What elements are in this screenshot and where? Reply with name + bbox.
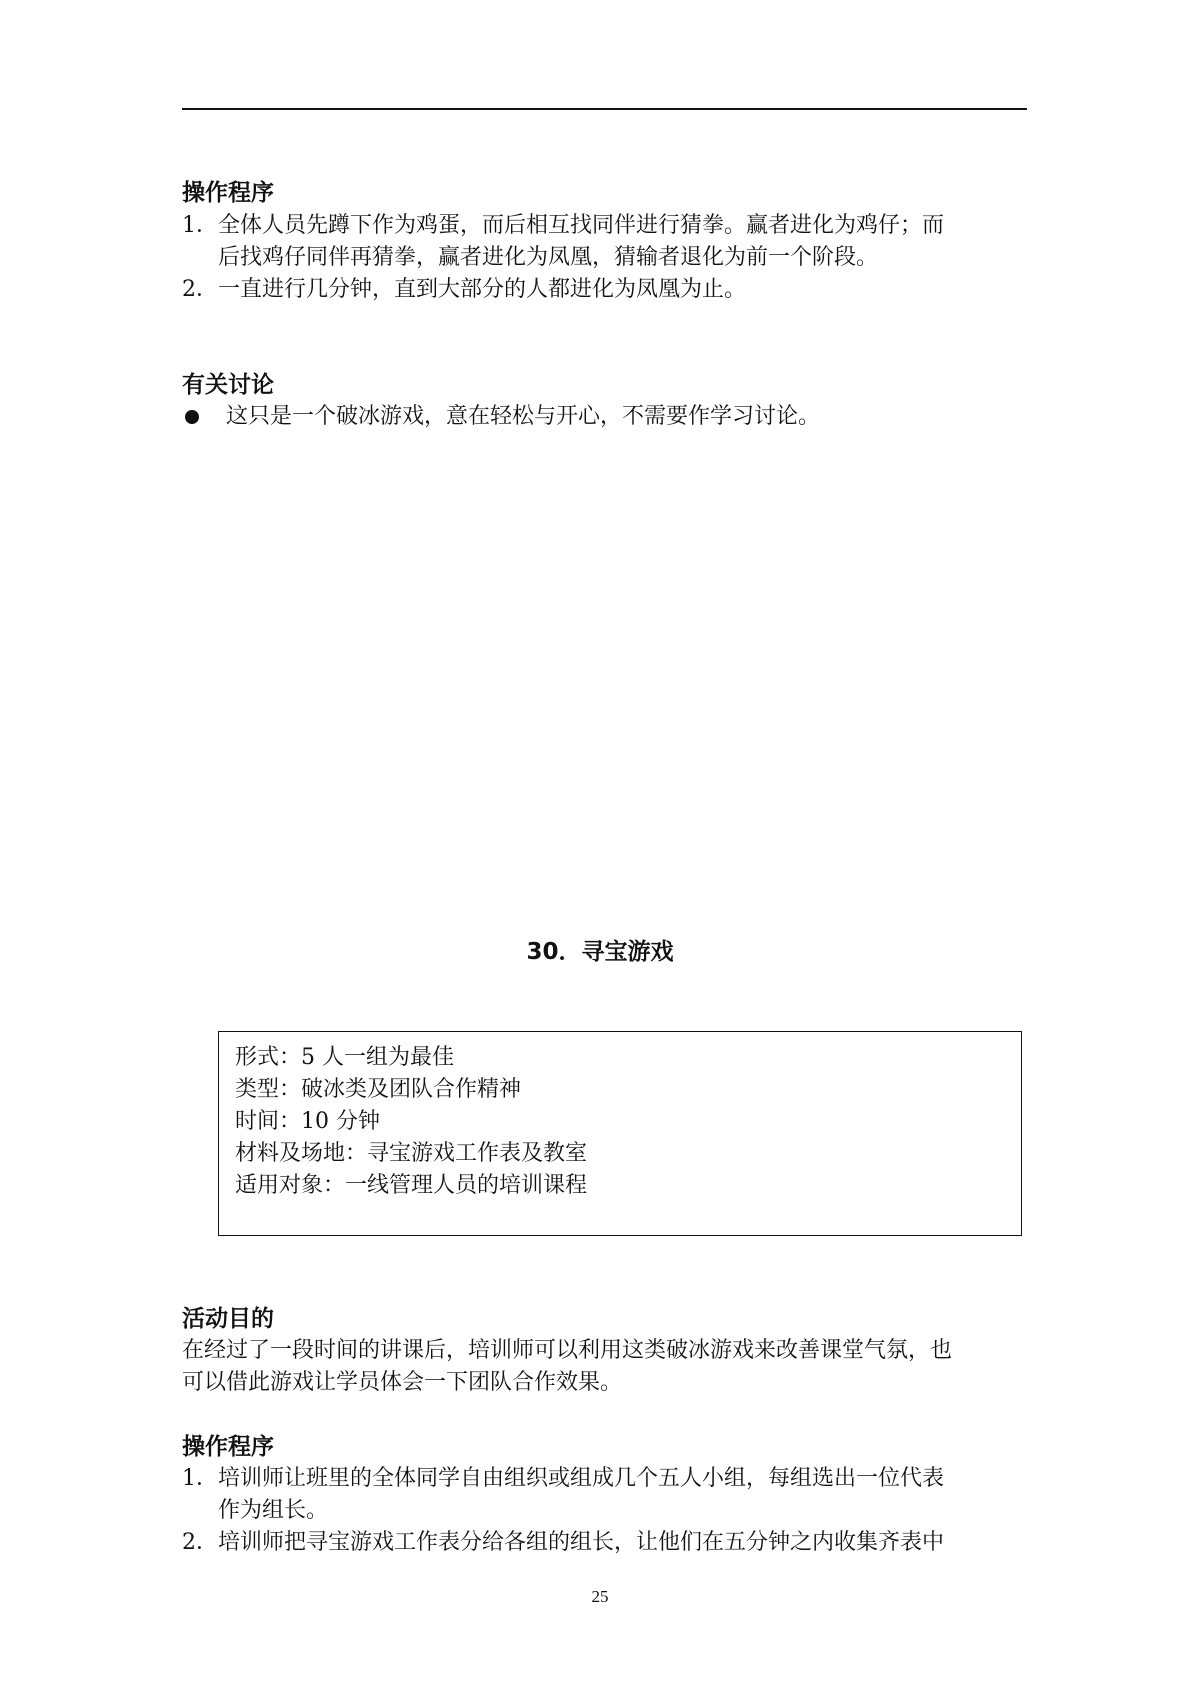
section-heading-procedure: 操作程序 — [182, 180, 274, 206]
step-text — [218, 210, 1027, 274]
step-line: 作为组长。 — [218, 1498, 329, 1523]
info-time: 时间：10 分钟 — [235, 1109, 380, 1134]
bullet-text: 这只是一个破冰游戏，意在轻松与开心，不需要作学习讨论。 — [226, 404, 821, 429]
page-number: 25 — [591, 1587, 609, 1606]
step-text — [218, 274, 1027, 306]
purpose-line: 在经过了一段时间的讲课后，培训师可以利用这类破冰游戏来改善课堂气氛，也 — [182, 1338, 953, 1363]
header-rule — [182, 108, 1027, 110]
section-heading-discussion: 有关讨论 — [182, 372, 274, 398]
step-line: 培训师把寻宝游戏工作表分给各组的组长，让他们在五分钟之内收集齐表中 — [218, 1530, 945, 1555]
game-title: 30．寻宝游戏 — [526, 939, 674, 965]
info-format: 形式：5 人一组为最佳 — [235, 1045, 454, 1070]
discussion-bullet — [182, 401, 1027, 433]
procedure-step-2 — [182, 274, 1027, 306]
step-line: 培训师让班里的全体同学自由组织或组成几个五人小组，每组选出一位代表 — [218, 1466, 945, 1491]
info-audience: 适用对象：一线管理人员的培训课程 — [235, 1173, 588, 1198]
procedure-step-1 — [182, 210, 1027, 274]
step-number: 1． — [182, 1466, 218, 1491]
game-info-box — [218, 1031, 1022, 1236]
purpose-line: 可以借此游戏让学员体会一下团队合作效果。 — [182, 1370, 623, 1395]
step-line: 一直进行几分钟，直到大部分的人都进化为凤凰为止。 — [218, 277, 747, 302]
step-line: 后找鸡仔同伴再猜拳，赢者进化为凤凰，猜输者退化为前一个阶段。 — [218, 245, 879, 270]
game-procedure-step-1 — [182, 1463, 1027, 1527]
step-text — [218, 1527, 1027, 1559]
step-number: 1． — [182, 213, 218, 238]
info-type: 类型：破冰类及团队合作精神 — [235, 1077, 522, 1102]
step-line: 全体人员先蹲下作为鸡蛋，而后相互找同伴进行猜拳。赢者进化为鸡仔；而 — [218, 213, 945, 238]
section-heading-game-procedure: 操作程序 — [182, 1434, 274, 1460]
step-text — [218, 1463, 1027, 1527]
step-number: 2． — [182, 1530, 218, 1555]
game-procedure-step-2 — [182, 1527, 1027, 1559]
info-materials: 材料及场地：寻宝游戏工作表及教室 — [235, 1141, 588, 1166]
section-heading-purpose: 活动目的 — [182, 1306, 274, 1332]
step-number: 2． — [182, 277, 218, 302]
bullet-icon — [185, 410, 199, 424]
